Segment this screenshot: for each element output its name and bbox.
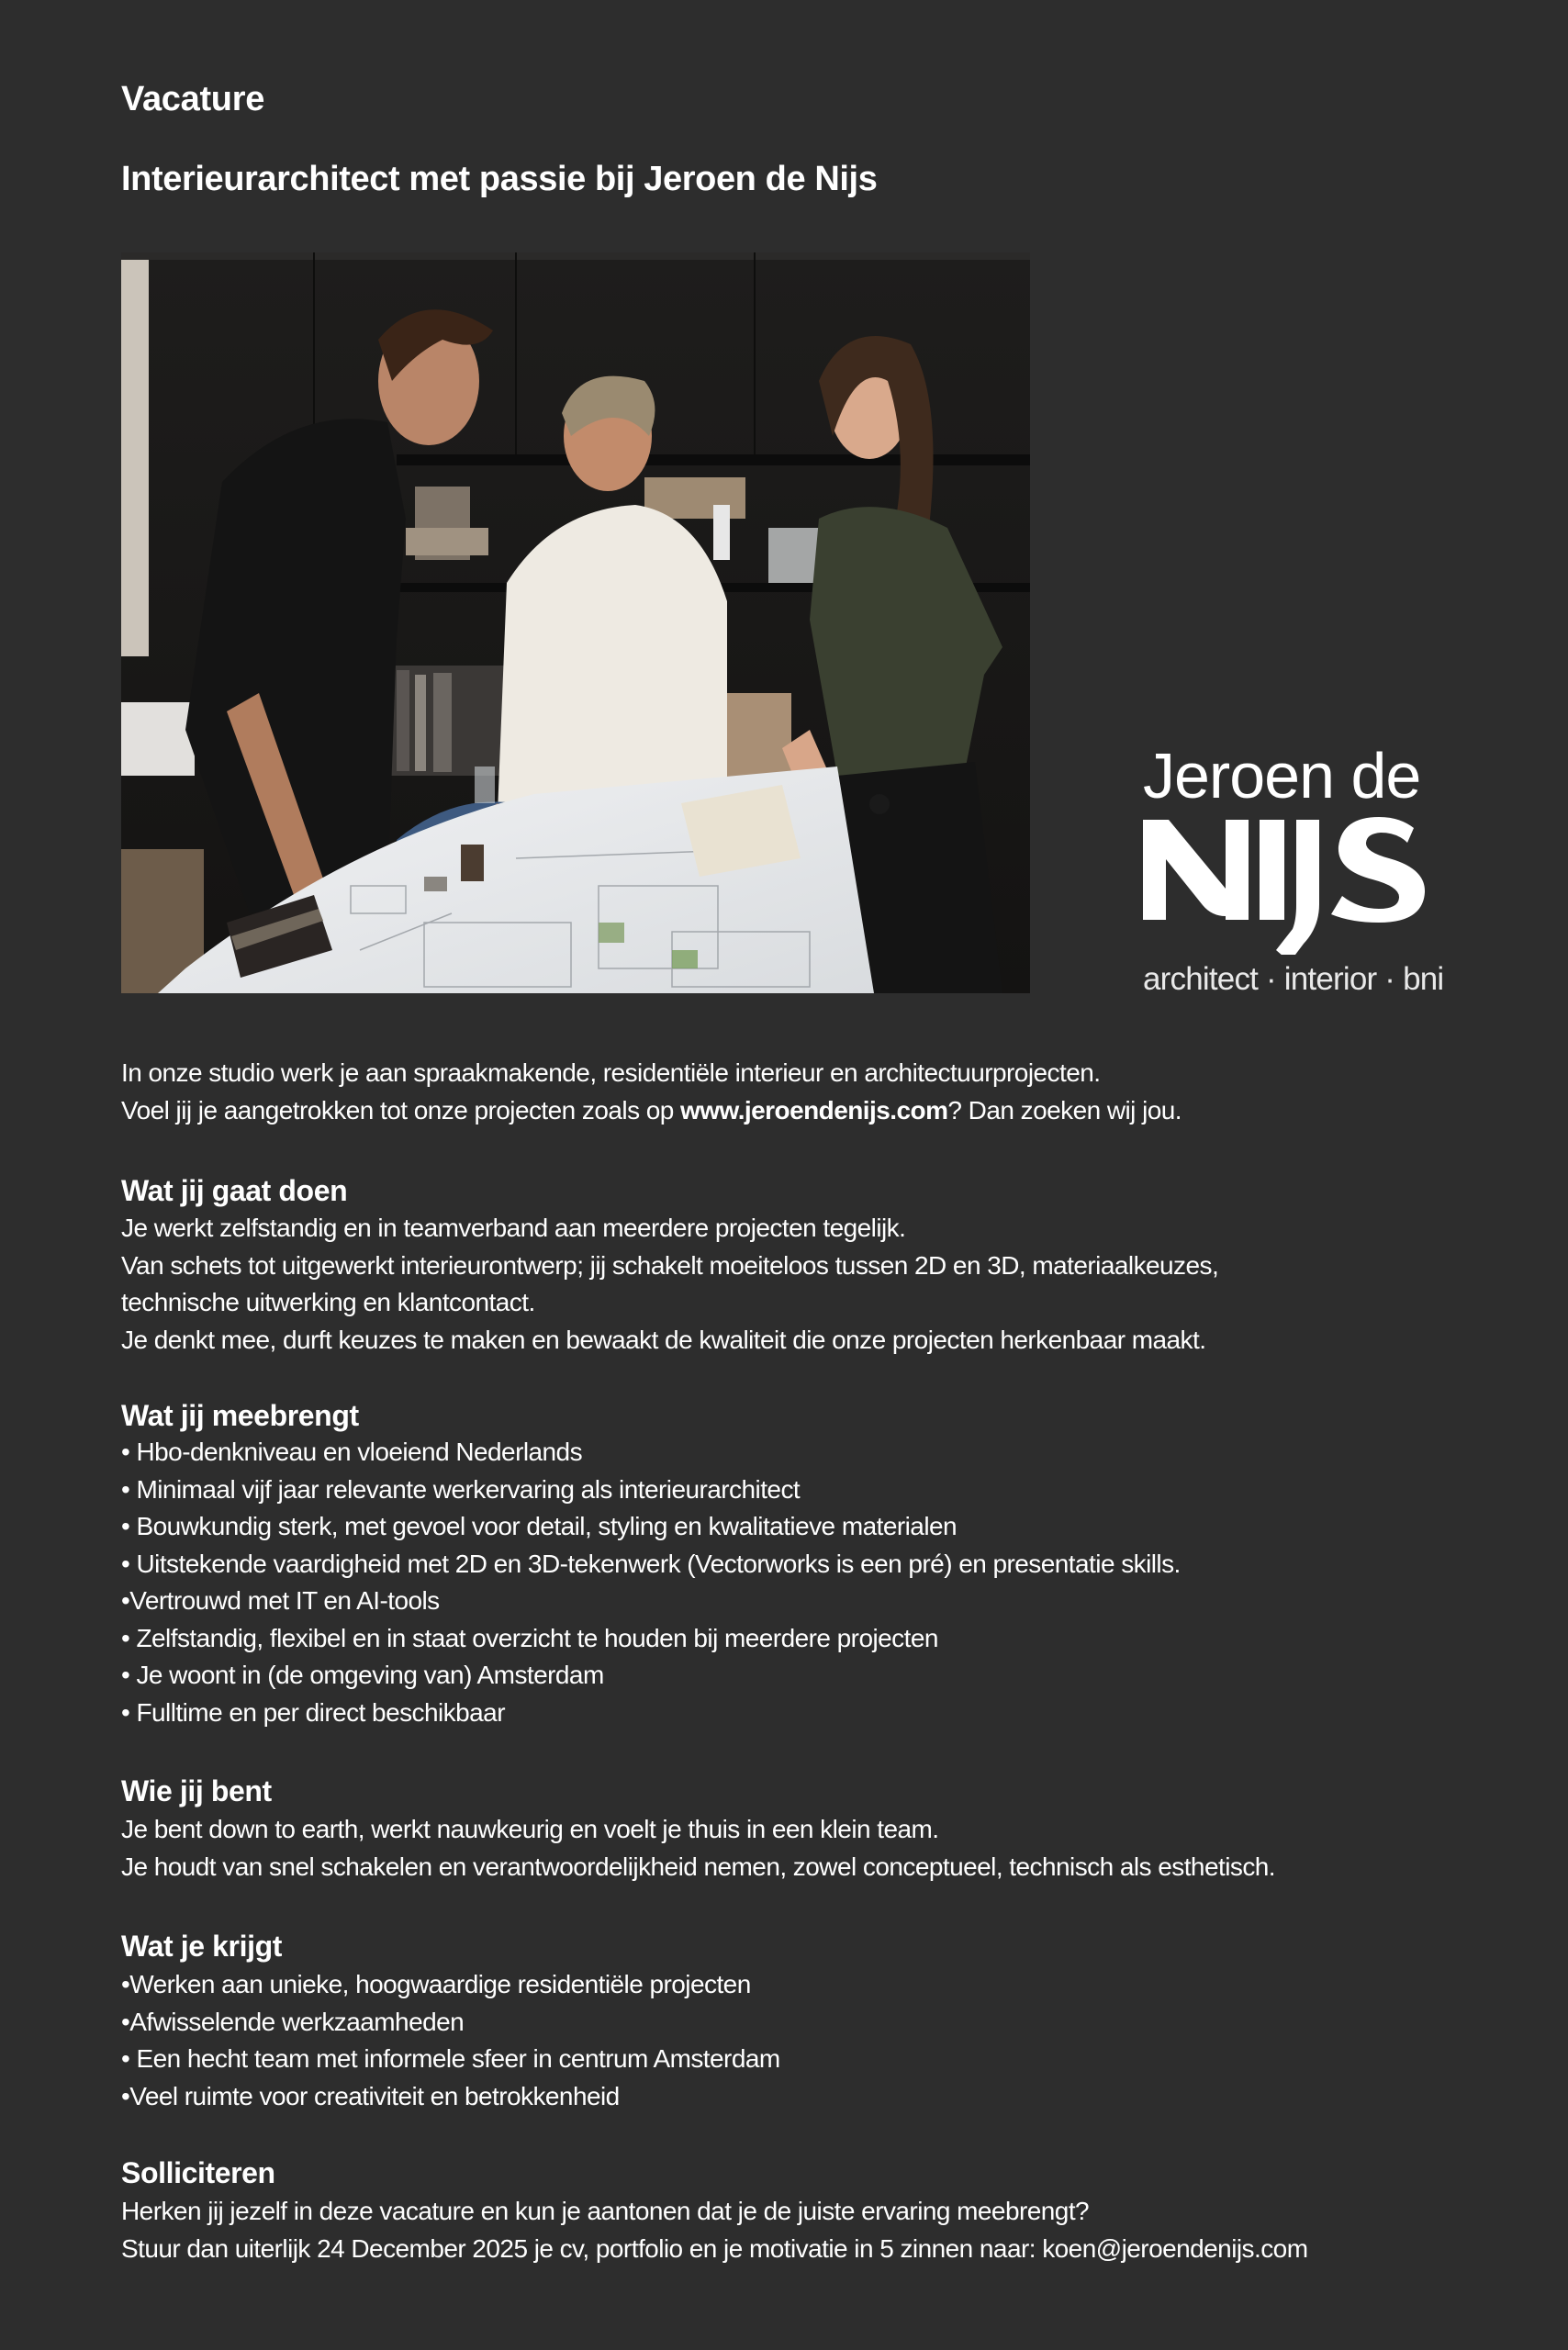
list-item: • Hbo-denkniveau en vloeiend Nederlands <box>121 1438 583 1466</box>
list-item: • Fulltime en per direct beschikbaar <box>121 1697 505 1727</box>
list-item: •Werken aan unieke, hoogwaardige residentiële projecten <box>121 1970 751 1998</box>
body-line: Je houdt van snel schakelen en verantwoordelijkheid nemen, zowel conceptueel, technisch als esthetisch. <box>121 1852 1276 1881</box>
list-item: •Afwisselende werkzaamheden <box>121 2007 465 2036</box>
section-heading-doen: Wat jij gaat doen <box>121 1174 348 1207</box>
section-heading-krijgt: Wat je krijgt <box>121 1930 282 1963</box>
page-title: Interieurarchitect met passie bij Jeroen de Nijs <box>121 160 878 198</box>
body-line: technische uitwerking en klantcontact. <box>121 1288 535 1316</box>
body-line: Je bent down to earth, werkt nauwkeurig en voelt je thuis in een klein team. <box>121 1815 939 1843</box>
company-logo <box>1138 740 1455 1010</box>
body-line: Je werkt zelfstandig en in teamverband aan meerdere projecten tegelijk. <box>121 1214 906 1242</box>
body-line: Herken jij jezelf in deze vacature en kun je aantonen dat je de juiste ervaring meebrengt? <box>121 2197 1090 2225</box>
intro-text-suffix: ? Dan zoeken wij jou. <box>947 1096 1182 1125</box>
section-list-meebrengt <box>121 1434 1181 1731</box>
team-photo <box>121 252 1030 993</box>
logo-tagline: architect · interior · bni <box>1143 961 1444 997</box>
list-item: • Zelfstandig, flexibel en in staat overzicht te houden bij meerdere projecten <box>121 1623 938 1652</box>
body-line-contact: Stuur dan uiterlijk 24 December 2025 je cv, portfolio en je motivatie in 5 zinnen naar: koen@jeroendenijs.com <box>121 2233 1308 2263</box>
section-heading-solliciteren: Solliciteren <box>121 2156 275 2189</box>
list-item: •Veel ruimte voor creativiteit en betrokkenheid <box>121 2081 620 2110</box>
section-body-solliciteren <box>121 2193 1307 2267</box>
list-item: • Uitstekende vaardigheid met 2D en 3D-tekenwerk (Vectorworks is een pré) en presentatie skills. <box>121 1549 1181 1578</box>
list-item: • Bouwkundig sterk, met gevoel voor detail, styling en kwalitatieve materialen <box>121 1512 958 1540</box>
logo-line1: Jeroen de <box>1143 740 1421 811</box>
list-item: •Vertrouwd met IT en AI-tools <box>121 1586 440 1615</box>
section-body-bent <box>121 1811 1275 1886</box>
intro-line-1: In onze studio werk je aan spraakmakende, residentiële interieur en architectuurprojecten. <box>121 1058 1101 1087</box>
section-list-krijgt <box>121 1966 780 2115</box>
section-heading-bent: Wie jij bent <box>121 1774 272 1807</box>
section-heading-meebrengt: Wat jij meebrengt <box>121 1399 359 1432</box>
logo-wordmark-nijs <box>1138 817 1450 955</box>
list-item: • Minimaal vijf jaar relevante werkervaring als interieurarchitect <box>121 1474 801 1504</box>
team-photo-illustration <box>121 252 1030 993</box>
section-body-doen <box>121 1210 1218 1359</box>
intro-text-prefix: Voel jij je aangetrokken tot onze projecten zoals op <box>121 1096 681 1125</box>
document-label: Vacature <box>121 80 265 118</box>
list-item: • Een hecht team met informele sfeer in centrum Amsterdam <box>121 2044 780 2073</box>
list-item: • Je woont in (de omgeving van) Amsterdam <box>121 1661 604 1689</box>
intro-line-2 <box>121 1092 1182 1130</box>
website-link[interactable]: www.jeroendenijs.com <box>680 1096 948 1125</box>
body-line: Van schets tot uitgewerkt interieurontwerp; jij schakelt moeiteloos tussen 2D en 3D, materiaalkeuzes, <box>121 1250 1219 1280</box>
body-line: Je denkt mee, durft keuzes te maken en bewaakt de kwaliteit die onze projecten herkenbaar maakt. <box>121 1325 1206 1354</box>
